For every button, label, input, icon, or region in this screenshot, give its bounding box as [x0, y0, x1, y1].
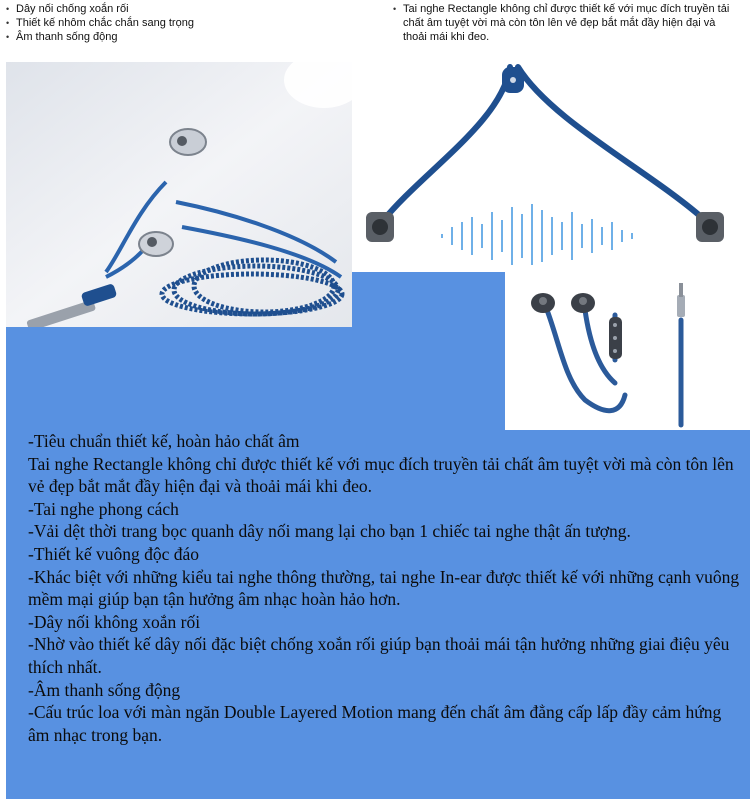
feature-item: • Thiết kế nhôm chắc chắn sang trọng: [2, 16, 322, 30]
product-description: [28, 430, 740, 746]
earphones-hanging-illustration: [352, 62, 750, 272]
description-line: -Tai nghe phong cách: [28, 498, 179, 519]
description-line: -Âm thanh sống động: [28, 679, 181, 700]
product-photo-coiled: [6, 62, 352, 327]
description-line: -Tiêu chuẩn thiết kế, hoàn hảo chất âm: [28, 431, 300, 451]
description-line: -Dây nối không xoắn rối: [28, 611, 201, 632]
description-line: -Khác biệt với những kiểu tai nghe thông thường, tai nghe In-ear được thiết kế với những cạnh vuông mềm mại giúp bạn tận hưởng âm nhạc hoàn hảo hơn.: [28, 566, 740, 610]
feature-list-left: [2, 2, 322, 44]
earphones-coiled-illustration: [6, 62, 352, 327]
feature-item: • Âm thanh sống động: [2, 30, 322, 44]
description-line: -Thiết kế vuông độc đáo: [28, 543, 200, 564]
description-line: Tai nghe Rectangle không chỉ được thiết kế với mục đích truyền tải chất âm tuyệt vời mà còn tôn lên vẻ đẹp bắt mắt đầy hiện đại và thoải mái khi đeo.: [28, 453, 734, 497]
feature-item: • Tai nghe Rectangle không chỉ được thiết kế với mục đích truyền tải chất âm tuyệt vời mà còn tôn lên vẻ đẹp bắt mắt đầy hiện đại và thoải mái khi đeo.: [389, 2, 739, 44]
feature-item: • Dây nối chống xoắn rối: [2, 2, 322, 16]
earphones-remote-illustration: [505, 265, 750, 430]
description-line: -Nhờ vào thiết kế dây nối đặc biệt chống xoắn rối giúp bạn thoải mái tận hưởng những giai điệu yêu thích nhất.: [28, 634, 730, 677]
feature-list-right: [389, 2, 739, 44]
product-photo-hanging: [352, 62, 750, 272]
description-line: -Vải dệt thời trang bọc quanh dây nối mang lại cho bạn 1 chiếc tai nghe thật ấn tượng.: [28, 521, 631, 542]
description-line: -Cấu trúc loa với màn ngăn Double Layered Motion mang đến chất âm đẳng cấp lấp đầy cảm hứng âm nhạc trong bạn.: [28, 702, 722, 745]
product-photo-remote: [505, 265, 750, 430]
